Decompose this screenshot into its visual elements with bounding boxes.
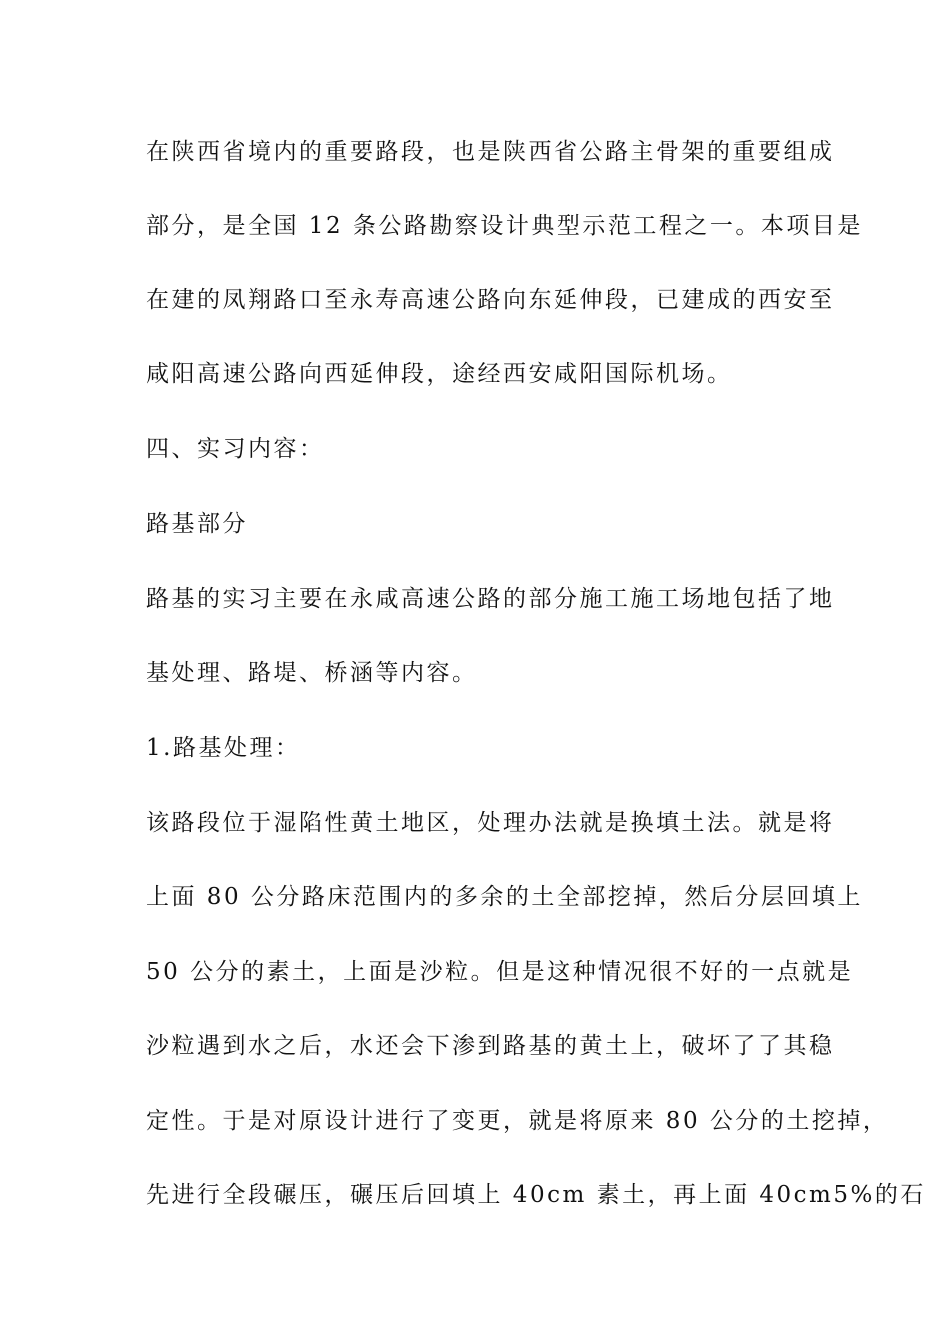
paragraph-line: 先进行全段碾压，碾压后回填上 40cm 素土，再上面 40cm5%的石 bbox=[146, 1182, 926, 1208]
paragraph-line: 沙粒遇到水之后，水还会下渗到路基的黄土上，破坏了了其稳 bbox=[146, 1033, 835, 1059]
paragraph-line: 定性。于是对原设计进行了变更，就是将原来 80 公分的土挖掉， bbox=[146, 1108, 889, 1134]
section-heading: 四、实习内容： bbox=[146, 436, 325, 462]
numbered-heading: 1.路基处理： bbox=[146, 735, 301, 761]
paragraph-line: 该路段位于湿陷性黄土地区，处理办法就是换填土法。就是将 bbox=[146, 810, 835, 836]
paragraph-line: 上面 80 公分路床范围内的多余的土全部挖掉，然后分层回填上 bbox=[146, 884, 863, 910]
paragraph-line: 路基的实习主要在永咸高速公路的部分施工施工场地包括了地 bbox=[146, 586, 835, 612]
paragraph-line: 基处理、路堤、桥涵等内容。 bbox=[146, 660, 478, 686]
paragraph-line: 在建的凤翔路口至永寿高速公路向东延伸段，已建成的西安至 bbox=[146, 287, 835, 313]
subsection-heading: 路基部分 bbox=[146, 511, 248, 537]
paragraph-line: 50 公分的素土，上面是沙粒。但是这种情况很不好的一点就是 bbox=[146, 959, 854, 985]
paragraph-line: 部分，是全国 12 条公路勘察设计典型示范工程之一。本项目是 bbox=[146, 213, 863, 239]
paragraph-line: 在陕西省境内的重要路段，也是陕西省公路主骨架的重要组成 bbox=[146, 139, 835, 165]
paragraph-line: 咸阳高速公路向西延伸段，途经西安咸阳国际机场。 bbox=[146, 361, 733, 387]
